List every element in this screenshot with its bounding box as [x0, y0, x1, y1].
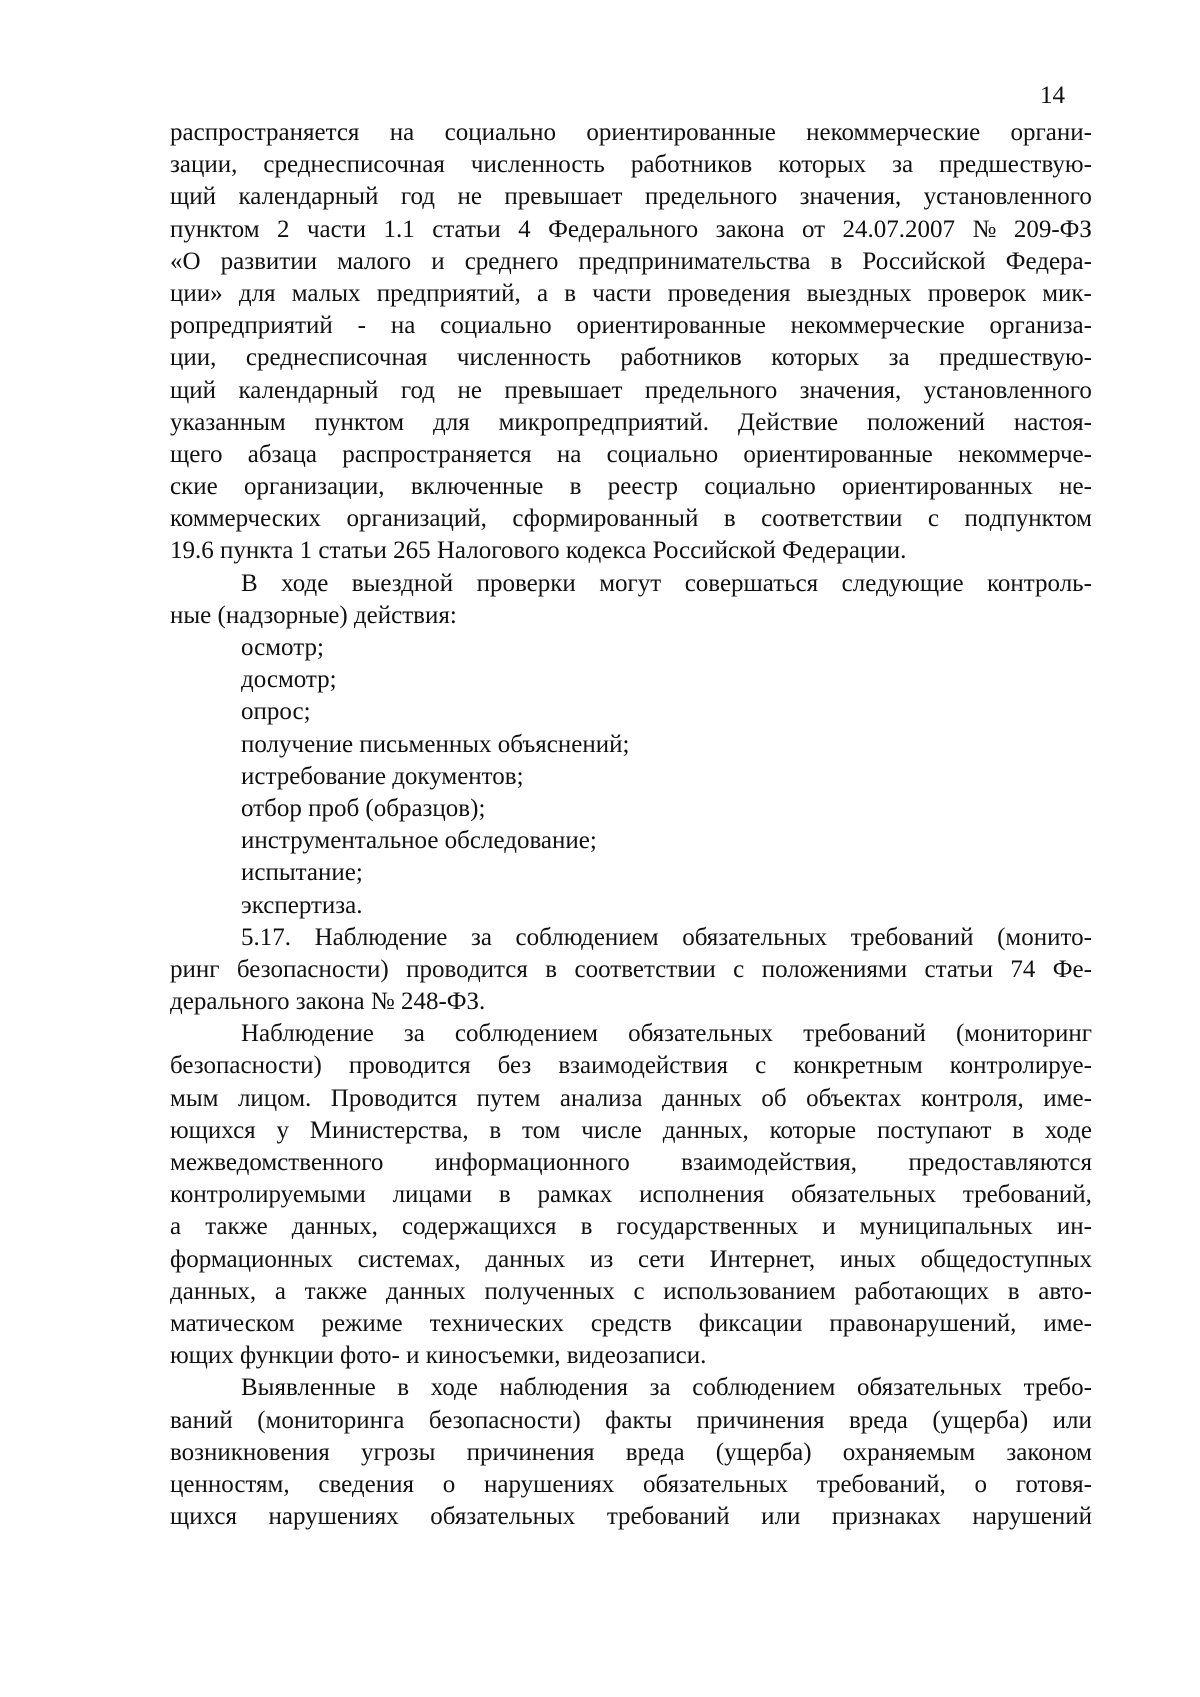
text-line: ские организации, включенные в реестр социально ориентированных не-	[170, 473, 1092, 501]
page-number: 14	[1040, 82, 1065, 109]
list-item: осмотр;	[241, 634, 324, 661]
paragraph	[170, 568, 1092, 632]
text-line: ющих функции фото- и киносъемки, видеозаписи.	[170, 1342, 707, 1370]
list-item: получение письменных объяснений;	[241, 730, 630, 758]
text-line: щего абзаца распространяется на социально ориентированные некоммерче-	[170, 440, 1092, 468]
actions-list	[170, 632, 1092, 922]
text-line: ции» для малых предприятий, а в части проведения выездных проверок мик-	[170, 279, 1092, 307]
text-line: В ходе выездной проверки могут совершаться следующие контроль-	[241, 569, 1092, 597]
text-line: коммерческих организаций, сформированный в соответствии с подпунктом	[170, 505, 1092, 533]
text-line: 5.17. Наблюдение за соблюдением обязательных требований (монито-	[241, 923, 1092, 951]
text-line: межведомственного информационного взаимодействия, предоставляются	[170, 1149, 1092, 1176]
list-item: опрос;	[241, 698, 311, 726]
paragraph	[170, 922, 1092, 1019]
text-line: зации, среднесписочная численность работников которых за предшествую-	[170, 151, 1092, 179]
text-line: ции, среднесписочная численность работников которых за предшествую-	[170, 344, 1092, 372]
text-line: а также данных, содержащихся в государственных и муниципальных ин-	[170, 1213, 1092, 1241]
text-line: ные (надзорные) действия:	[170, 601, 457, 629]
text-line: 19.6 пункта 1 статьи 265 Налогового кодекса Российской Федерации.	[170, 537, 907, 565]
text-line: данных, а также данных полученных с использованием работающих в авто-	[170, 1277, 1092, 1305]
paragraph	[170, 1372, 1092, 1533]
text-line: ваний (мониторинга безопасности) факты причинения вреда (ущерба) или	[170, 1406, 1092, 1434]
text-line: формационных системах, данных из сети Интернет, иных общедоступных	[170, 1245, 1092, 1273]
text-line: ропредприятий - на социально ориентированные некоммерческие организа-	[170, 312, 1092, 340]
text-line: щихся нарушениях обязательных требований или признаках нарушений	[170, 1503, 1092, 1531]
list-item: экспертиза.	[241, 891, 363, 919]
text-line: ринг безопасности) проводится в соответствии с положениями статьи 74 Фе-	[170, 955, 1092, 983]
list-item: испытание;	[241, 859, 363, 887]
text-line: указанным пунктом для микропредприятий. Действие положений настоя-	[170, 408, 1092, 436]
text-line: пунктом 2 части 1.1 статьи 4 Федерального закона от 24.07.2007 № 209-ФЗ	[170, 215, 1092, 243]
paragraph	[170, 117, 1092, 568]
text-line: ющихся у Министерства, в том числе данных, которые поступают в ходе	[170, 1116, 1092, 1144]
list-item: истребование документов;	[241, 762, 524, 790]
text-line: щий календарный год не превышает предельного значения, установленного	[170, 183, 1092, 211]
text-line: контролируемыми лицами в рамках исполнения обязательных требований,	[170, 1181, 1092, 1209]
text-line: щий календарный год не превышает предельного значения, установленного	[170, 376, 1092, 404]
text-line: безопасности) проводится без взаимодействия с конкретным контролируе-	[170, 1052, 1092, 1080]
text-line: матическом режиме технических средств фиксации правонарушений, име-	[170, 1309, 1092, 1337]
text-line: дерального закона № 248-ФЗ.	[170, 988, 486, 1016]
text-line: ценностям, сведения о нарушениях обязательных требований, о готовя-	[170, 1470, 1092, 1498]
list-item: инструментальное обследование;	[241, 827, 597, 855]
text-line: «О развитии малого и среднего предпринимательства в Российской Федера-	[170, 247, 1092, 275]
list-item: отбор проб (образцов);	[241, 794, 486, 822]
document-body	[170, 117, 1092, 1533]
text-line: Наблюдение за соблюдением обязательных требований (мониторинг	[241, 1020, 1092, 1048]
text-line: распространяется на социально ориентированные некоммерческие органи-	[170, 119, 1092, 146]
text-line: возникновения угрозы причинения вреда (ущерба) охраняемым законом	[170, 1438, 1092, 1466]
list-item: досмотр;	[241, 666, 337, 694]
text-line: мым лицом. Проводится путем анализа данных об объектах контроля, име-	[170, 1084, 1092, 1112]
text-line: Выявленные в ходе наблюдения за соблюдением обязательных требо-	[241, 1374, 1092, 1402]
paragraph	[170, 1018, 1092, 1372]
